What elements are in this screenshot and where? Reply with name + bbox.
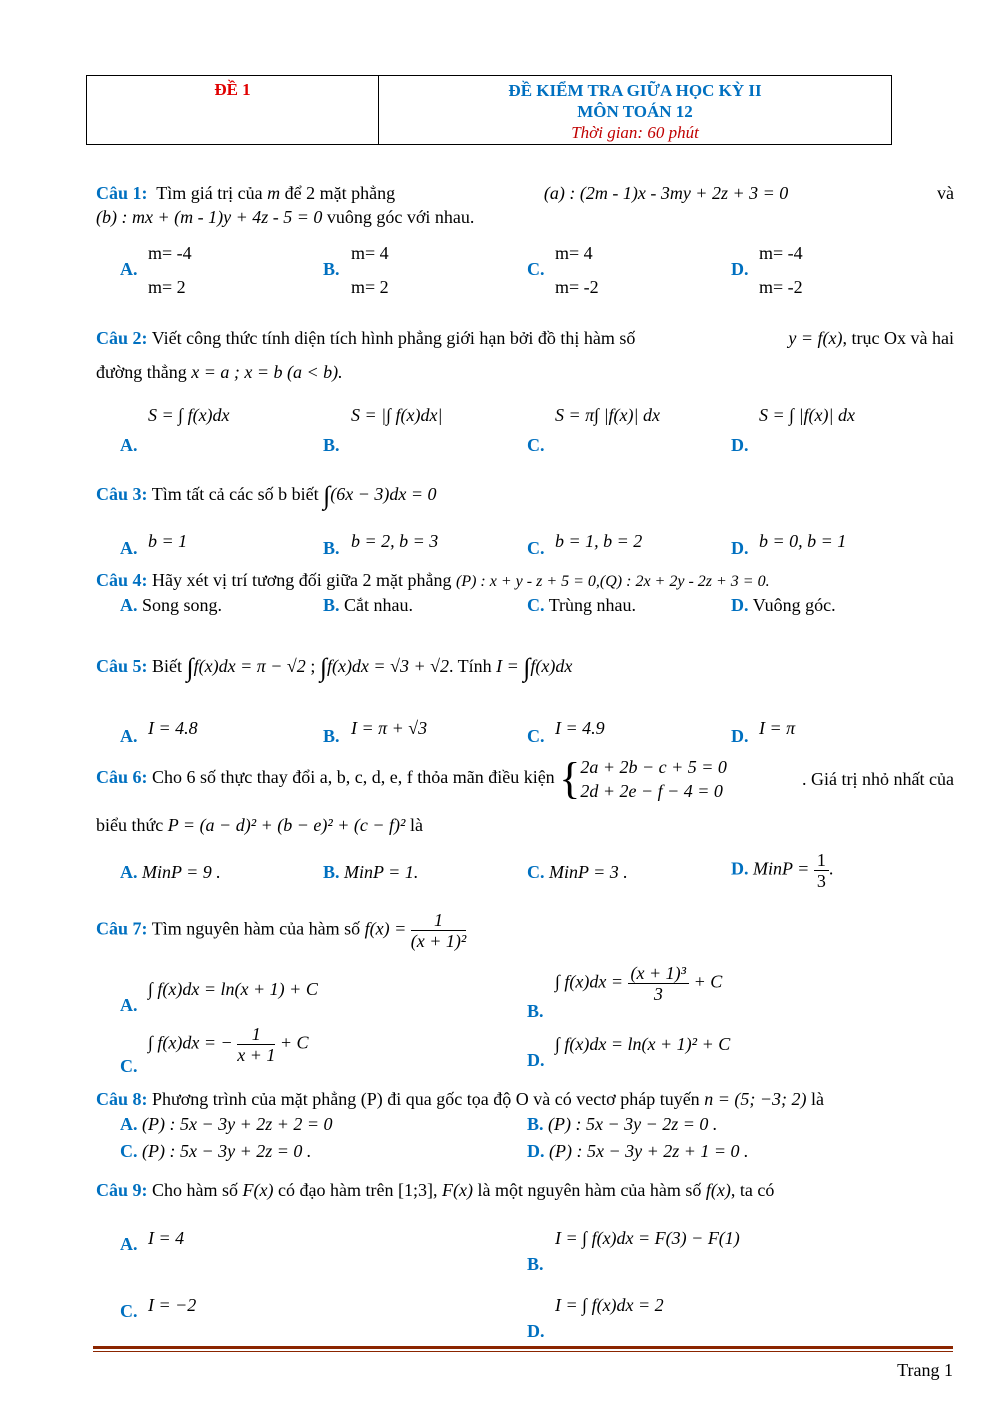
- q5-option-d[interactable]: I = π: [759, 718, 796, 738]
- question-8: Câu 8: Phương trình của mặt phẳng (P) đi qua gốc tọa độ O và có vectơ pháp tuyến n = (5; −3; 2) là: [96, 1089, 824, 1109]
- exam-title: ĐỀ KIỂM TRA GIỮA HỌC KỲ II: [508, 81, 762, 100]
- question-7: Câu 7: Tìm nguyên hàm của hàm số f(x) = $\frac{1}{\text{(x + 1)²}}$: [96, 910, 467, 951]
- q4-option-c[interactable]: C. Trùng nhau.: [527, 595, 637, 615]
- q8-option-d[interactable]: D. (P) : 5x − 3y + 2z + 1 = 0 .: [527, 1141, 749, 1161]
- integral-sign: ∫: [319, 653, 327, 682]
- q7-option-c[interactable]: ∫ f(x)dx = − $\frac{1}{x + 1}$ + C: [148, 1024, 309, 1065]
- integral-sign: ∫: [523, 653, 531, 682]
- q5-option-a[interactable]: I = 4.8: [148, 718, 198, 738]
- footer-divider: [93, 1346, 953, 1349]
- q4-option-d[interactable]: D. Vuông góc.: [731, 595, 836, 615]
- q6-option-a[interactable]: A. MinP = 9 .: [120, 862, 221, 882]
- q5-option-b[interactable]: I = π + √3: [351, 718, 428, 738]
- q7-option-b[interactable]: ∫ f(x)dx = $\frac{\text{(x + 1)³}}{3}$ + C: [555, 963, 723, 1004]
- q2-option-a[interactable]: S = ∫ f(x)dx: [148, 405, 230, 425]
- exam-header: [86, 75, 892, 145]
- q3-option-a[interactable]: b = 1: [148, 531, 188, 551]
- q3-option-d[interactable]: b = 0, b = 1: [759, 531, 847, 551]
- q3-option-b[interactable]: b = 2, b = 3: [351, 531, 439, 551]
- q2-option-b[interactable]: S = |∫ f(x)dx|: [351, 405, 443, 425]
- q3-option-c[interactable]: b = 1, b = 2: [555, 531, 643, 551]
- question-2: Câu 2: Viết công thức tính diện tích hình phẳng giới hạn bởi đồ thị hàm số y = f(x), trục Ox và hai đường thẳng x = a ; x = b (a < b).: [96, 328, 954, 382]
- q9-option-b[interactable]: I = ∫ f(x)dx = F(3) − F(1): [555, 1228, 740, 1248]
- question-3: Câu 3: Tìm tất cả các số b biết ∫(6x − 3)dx = 0: [96, 481, 437, 510]
- q2-option-d[interactable]: S = ∫ |f(x)| dx: [759, 405, 855, 425]
- q6-option-b[interactable]: B. MinP = 1.: [323, 862, 419, 882]
- q8-option-a[interactable]: A. (P) : 5x − 3y + 2z + 2 = 0: [120, 1114, 333, 1134]
- q4-option-b[interactable]: B. Cắt nhau.: [323, 595, 414, 615]
- question-9: Câu 9: Cho hàm số F(x) có đạo hàm trên [1;3], F(x) là một nguyên hàm của hàm số f(x), ta có: [96, 1180, 775, 1200]
- q1-option-c[interactable]: m= 4 m= -2: [555, 243, 599, 297]
- q9-option-c[interactable]: I = −2: [148, 1295, 197, 1315]
- q1-option-b[interactable]: m= 4 m= 2: [351, 243, 389, 297]
- q8-option-b[interactable]: B. (P) : 5x − 3y − 2z = 0 .: [527, 1114, 718, 1134]
- q1-label: Câu 1:: [96, 183, 148, 203]
- q2-option-c[interactable]: S = π∫ |f(x)| dx: [555, 405, 660, 425]
- exam-subject: MÔN TOÁN 12: [577, 102, 693, 121]
- q7-option-d[interactable]: ∫ f(x)dx = ln(x + 1)² + C: [555, 1034, 731, 1054]
- exam-title-block: [379, 76, 891, 144]
- q6-option-d[interactable]: D. MinP = $\frac{1}{3}$ .: [731, 850, 834, 891]
- q4-option-a[interactable]: A. Song song.: [120, 595, 223, 615]
- exam-code: ĐỀ 1: [87, 76, 379, 144]
- question-4: Câu 4: Hãy xét vị trí tương đối giữa 2 mặt phẳng (P) : x + y - z + 5 = 0,(Q) : 2x + 2y - 2z + 3 = 0.: [96, 570, 770, 590]
- exam-duration: Thời gian: 60 phút: [571, 123, 699, 142]
- page-number: Trang 1: [897, 1360, 953, 1380]
- q7-option-a[interactable]: ∫ f(x)dx = ln(x + 1) + C: [148, 979, 318, 999]
- q9-option-a[interactable]: I = 4: [148, 1228, 185, 1248]
- q5-option-c[interactable]: I = 4.9: [555, 718, 605, 738]
- q8-option-c[interactable]: C. (P) : 5x − 3y + 2z = 0 .: [120, 1141, 312, 1161]
- q6-option-c[interactable]: C. MinP = 3 .: [527, 862, 628, 882]
- q9-option-d[interactable]: I = ∫ f(x)dx = 2: [555, 1295, 664, 1315]
- q1-option-d[interactable]: m= -4 m= -2: [759, 243, 803, 297]
- q1-plane-a: (a) : (2m - 1)x - 3my + 2z + 3 = 0: [543, 183, 789, 203]
- q1-plane-b: (b) : mx + (m - 1)y + 4z - 5 = 0: [96, 207, 323, 227]
- q1-option-a[interactable]: m= -4 m= 2: [148, 243, 192, 297]
- question-6: Câu 6: Cho 6 số thực thay đổi a, b, c, d, e, f thỏa mãn điều kiện { 2a + 2b − c + 5 = 0 2d + 2e − f − 4 = 0 . Giá trị nhỏ nhất của biểu thức P = (a − d)² + (b − e)² + (c − f)² là: [96, 754, 954, 835]
- integral-sign: ∫: [323, 481, 331, 510]
- constraint-system: 2a + 2b − c + 5 = 0 2d + 2e − f − 4 = 0: [580, 757, 727, 801]
- footer-divider-thin: [93, 1351, 953, 1352]
- integral-sign: ∫: [186, 653, 194, 682]
- question-5: Câu 5: Biết ∫f(x)dx = π − √2 ; ∫f(x)dx = √3 + √2. Tính I = ∫f(x)dx: [96, 653, 573, 682]
- question-1: Câu 1: Tìm giá trị của m để 2 mặt phẳng (a) : (2m - 1)x - 3my + 2z + 3 = 0 và (b) : mx + (m - 1)y + 4z - 5 = 0 vuông góc với nhau.: [96, 183, 954, 227]
